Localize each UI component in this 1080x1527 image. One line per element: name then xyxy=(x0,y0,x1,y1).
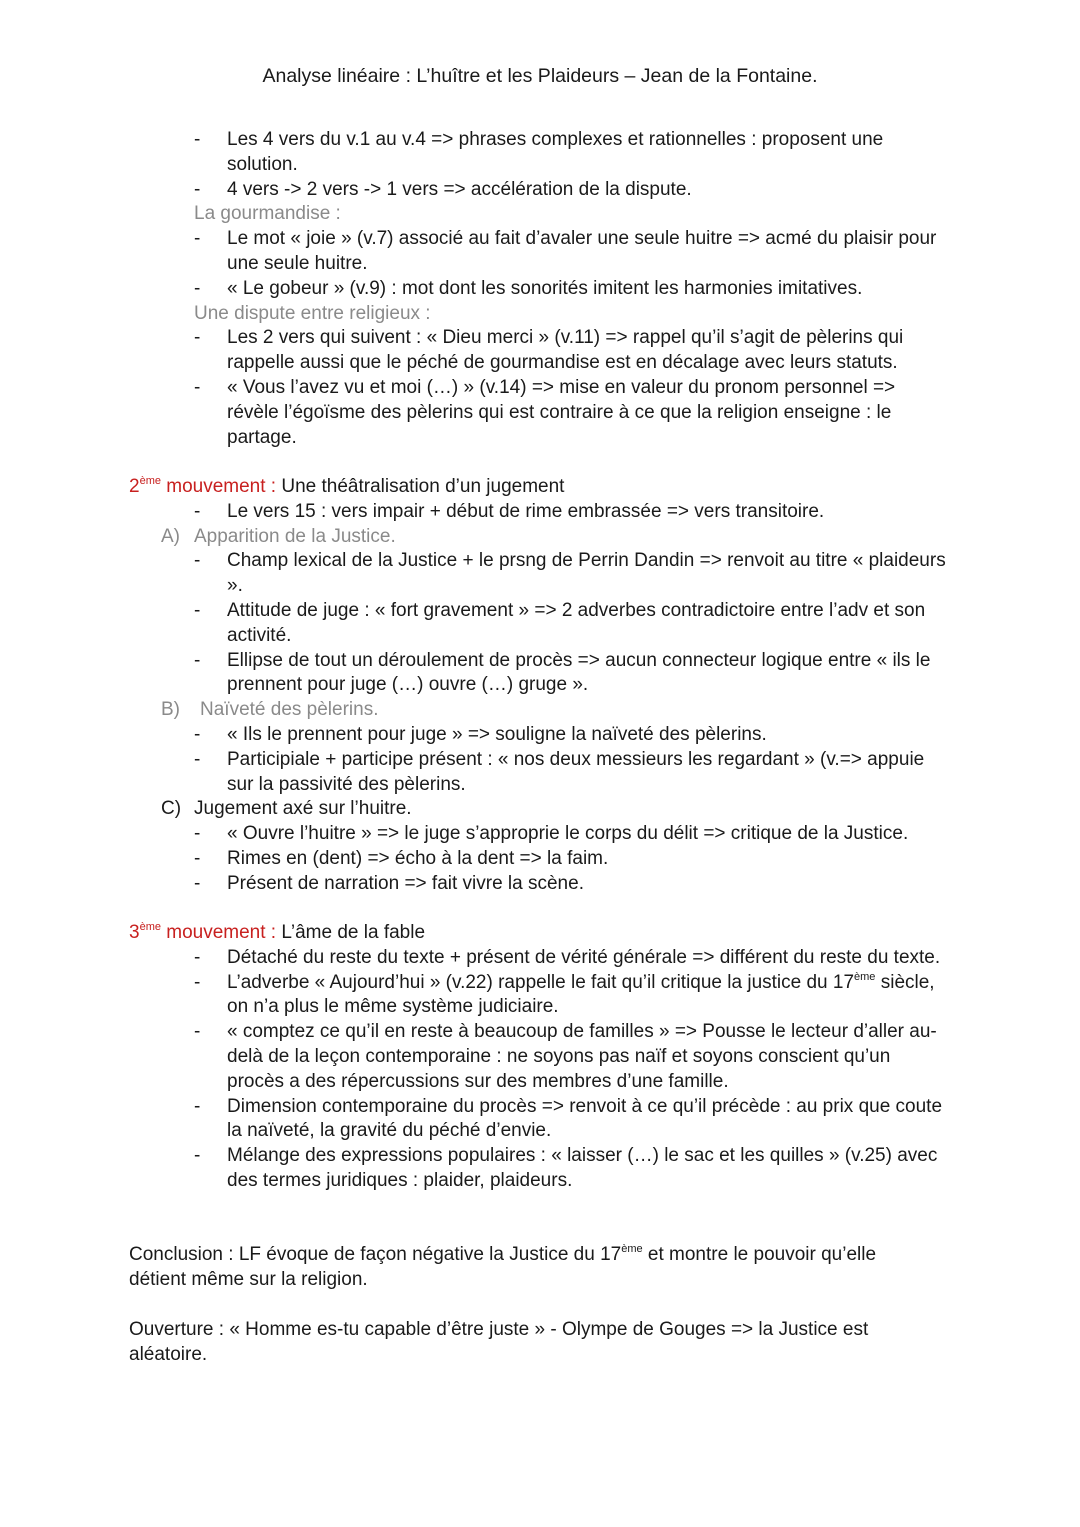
dash-bullet: - xyxy=(194,1021,201,1043)
list-item: - Ellipse de tout un déroulement de procès => aucun connecteur logique entre « ils le prennent pour juge (…) ouvre (…) gruge ». xyxy=(194,649,931,696)
list-item: - Dimension contemporaine du procès => renvoit à ce qu’il précède : au prix que coute la naïveté, la gravité du péché d’envie. xyxy=(194,1095,943,1142)
dash-bullet: - xyxy=(194,1095,201,1117)
list-item: - Champ lexical de la Justice + le prsng de Perrin Dandin => renvoit au titre « plaideurs ». xyxy=(194,550,946,597)
dash-bullet: - xyxy=(194,327,201,349)
list-item: - Participiale + participe présent : « nos deux messieurs les regardant » (v.=> appuie sur la passivité des pèlerins. xyxy=(194,748,925,795)
section-1 xyxy=(0,128,1080,450)
list-item: - 4 vers -> 2 vers -> 1 vers => accélération de la dispute. xyxy=(0,178,947,203)
section-3 xyxy=(0,921,1080,1194)
list-item: - Les 4 vers du v.1 au v.4 => phrases complexes et rationnelles : proposent une solution. xyxy=(194,129,884,175)
ouverture-text: Ouverture : « Homme es-tu capable d’être juste » - Olympe de Gouges => la Justice est aléatoire. xyxy=(129,1319,869,1365)
subsection-c-heading: C) Jugement axé sur l’huitre. xyxy=(161,798,412,820)
conclusion-text: Conclusion : LF évoque de façon négative la Justice du 17ème et montre le pouvoir qu’elle détient même sur la religion. xyxy=(129,1243,877,1290)
dash-bullet: - xyxy=(194,550,201,572)
dash-bullet: - xyxy=(194,971,201,993)
subheading-dispute: Une dispute entre religieux : xyxy=(194,302,431,324)
dash-bullet: - xyxy=(194,872,201,894)
list-item: - Présent de narration => fait vivre la scène. xyxy=(0,872,947,897)
dash-bullet: - xyxy=(194,178,201,200)
list-item: - Les 2 vers qui suivent : « Dieu merci » (v.11) => rappel qu’il s’agit de pèlerins qui rappelle aussi que le péché de gourmandise est en décalage avec leurs statuts. xyxy=(194,327,904,374)
dash-bullet: - xyxy=(194,748,201,770)
dash-bullet: - xyxy=(194,500,201,522)
list-item: - « comptez ce qu’il en reste à beaucoup de familles » => Pousse le lecteur d’aller au-delà de la leçon contemporaine : ne soyons pas naïf et soyons conscient qu’un procès a des répercussions sur des membres d’une famille. xyxy=(194,1021,937,1092)
dash-bullet: - xyxy=(194,376,201,398)
dash-bullet: - xyxy=(194,1145,201,1167)
movement-label: 3ème mouvement : xyxy=(129,921,282,943)
list-item: - Détaché du reste du texte + présent de vérité générale => différent du reste du texte. xyxy=(0,946,947,971)
dash-bullet: - xyxy=(194,946,201,968)
dash-bullet: - xyxy=(194,129,201,150)
dash-bullet: - xyxy=(194,649,201,671)
list-item: - « Ouvre l’huitre » => le juge s’approprie le corps du délit => critique de la Justice. xyxy=(0,822,967,847)
ouverture xyxy=(0,1318,1080,1368)
conclusion xyxy=(0,1243,1080,1293)
section-2-heading: 2ème mouvement : Une théâtralisation d’un jugement xyxy=(129,475,565,497)
list-item: - Le vers 15 : vers impair + début de rime embrassée => vers transitoire. xyxy=(0,500,947,525)
list-item: - Rimes en (dent) => écho à la dent => la faim. xyxy=(0,847,947,872)
movement-label: 2ème mouvement : xyxy=(129,475,282,497)
dash-bullet: - xyxy=(194,277,201,299)
subheading-gourmandise: La gourmandise : xyxy=(194,203,341,225)
section-2 xyxy=(0,475,1080,897)
section-3-heading: 3ème mouvement : L’âme de la fable xyxy=(129,921,426,943)
subsection-b-heading: B) Naïveté des pèlerins. xyxy=(161,699,379,721)
dash-bullet: - xyxy=(194,847,201,869)
list-item: - « Le gobeur » (v.9) : mot dont les sonorités imitent les harmonies imitatives. xyxy=(0,277,947,302)
list-item: - Le mot « joie » (v.7) associé au fait d’avaler une seule huitre => acmé du plaisir pour une seule huitre. xyxy=(194,228,937,274)
list-item: - L’adverbe « Aujourd’hui » (v.22) rappelle le fait qu’il critique la justice du 17ème siècle, on n’a plus le même système judiciaire. xyxy=(194,970,935,1018)
page-title: Analyse linéaire : L’huître et les Plaideurs – Jean de la Fontaine. xyxy=(262,65,818,87)
list-item: - Mélange des expressions populaires : « laisser (…) le sac et les quilles » (v.25) avec des termes juridiques : plaider, plaideurs. xyxy=(194,1145,938,1191)
dash-bullet: - xyxy=(194,599,201,621)
dash-bullet: - xyxy=(194,723,201,745)
subsection-a-heading: A) Apparition de la Justice. xyxy=(161,525,396,547)
dash-bullet: - xyxy=(194,228,201,250)
list-item: - Attitude de juge : « fort gravement » => 2 adverbes contradictoire entre l’adv et son activité. xyxy=(194,599,926,646)
list-item: - « Vous l’avez vu et moi (…) » (v.14) => mise en valeur du pronom personnel => révèle l’égoïsme des pèlerins qui est contraire à ce que la religion enseigne : le partage. xyxy=(194,376,896,448)
dash-bullet: - xyxy=(194,823,201,845)
list-item: - « Ils le prennent pour juge » => souligne la naïveté des pèlerins. xyxy=(0,723,947,748)
